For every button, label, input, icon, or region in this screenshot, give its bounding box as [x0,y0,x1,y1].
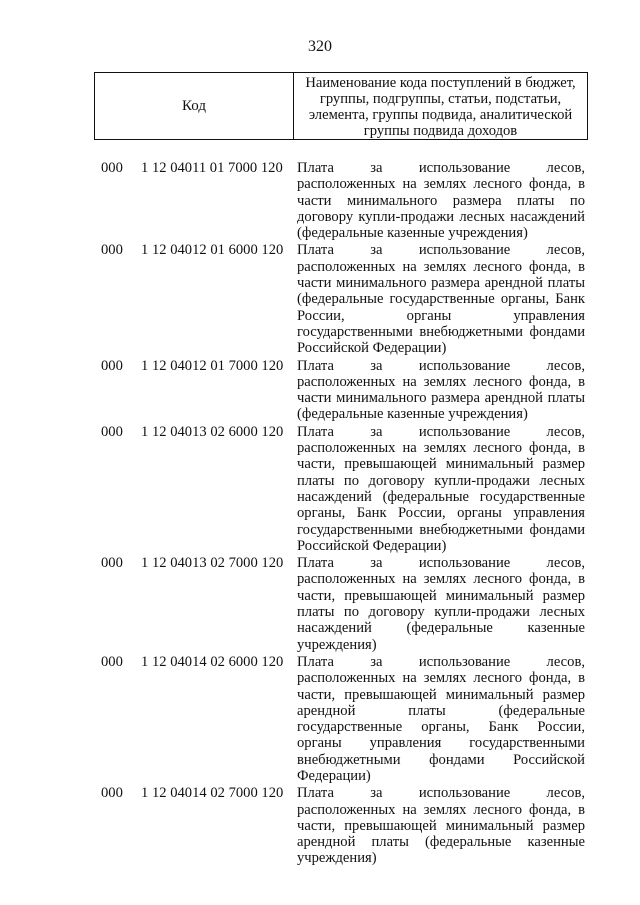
row-description: Плата за использование лесов, расположенных на землях лесного фонда, в части минимального размера арендной платы (федеральные государственные органы, Банк России, органы управления государственными внебюджетными фондами Российской Федерации) [297,242,585,357]
table-row [0,160,640,241]
table-row [0,555,640,653]
row-code: 1 12 04012 01 7000 120 [141,357,284,374]
row-description: Плата за использование лесов, расположенных на землях лесного фонда, в части, превышающей минимальный размер арендной платы (федеральные государственные органы, Банк России, органы управления государственными внебюджетными фондами Российской Федерации) [297,653,585,784]
code-list [0,160,640,867]
row-prefix: 000 [101,653,123,670]
row-code: 1 12 04013 02 6000 120 [141,423,284,440]
table-row [0,785,640,866]
row-prefix: 000 [101,160,123,176]
row-code: 1 12 04011 01 7000 120 [141,160,283,176]
table-row [0,242,640,356]
row-prefix: 000 [101,423,123,440]
table-row [0,654,640,784]
row-prefix: 000 [101,555,123,572]
row-prefix: 000 [101,785,123,802]
row-code: 1 12 04014 02 6000 120 [141,653,284,670]
row-description: Плата за использование лесов, расположенных на землях лесного фонда, в части, превышающей минимальный размер платы по договору купли-продажи лесных насаждений (федеральные государственные органы, Банк России, органы управления государственными внебюджетными фондами Российской Федерации) [297,423,585,554]
row-description: Плата за использование лесов, расположенных на землях лесного фонда, в части, превышающей минимальный размер арендной платы (федеральные казенные учреждения) [297,785,585,867]
row-prefix: 000 [101,242,123,259]
header-name-cell: Наименование кода поступлений в бюджет, группы, подгруппы, статьи, подстатьи, элемента, группы подвида, аналитической группы подвида доходов [305,75,576,139]
row-description: Плата за использование лесов, расположенных на землях лесного фонда, в части минимального размера арендной платы (федеральные казенные учреждения) [297,357,585,423]
row-code: 1 12 04014 02 7000 120 [141,785,284,802]
row-prefix: 000 [101,357,123,374]
row-code: 1 12 04013 02 7000 120 [141,555,284,572]
header-code-cell: Код [95,73,294,139]
table-header [94,72,588,140]
page-number: 320 [308,38,332,55]
row-code: 1 12 04012 01 6000 120 [141,242,284,259]
row-description: Плата за использование лесов, расположенных на землях лесного фонда, в части, превышающей минимальный размер платы по договору купли-продажи лесных насаждений (федеральные казенные учреждения) [297,555,585,653]
row-description: Плата за использование лесов, расположенных на землях лесного фонда, в части минимального размера платы по договору купли-продажи лесных насаждений (федеральные казенные учреждения) [297,160,585,242]
table-row [0,424,640,554]
table-row [0,358,640,423]
